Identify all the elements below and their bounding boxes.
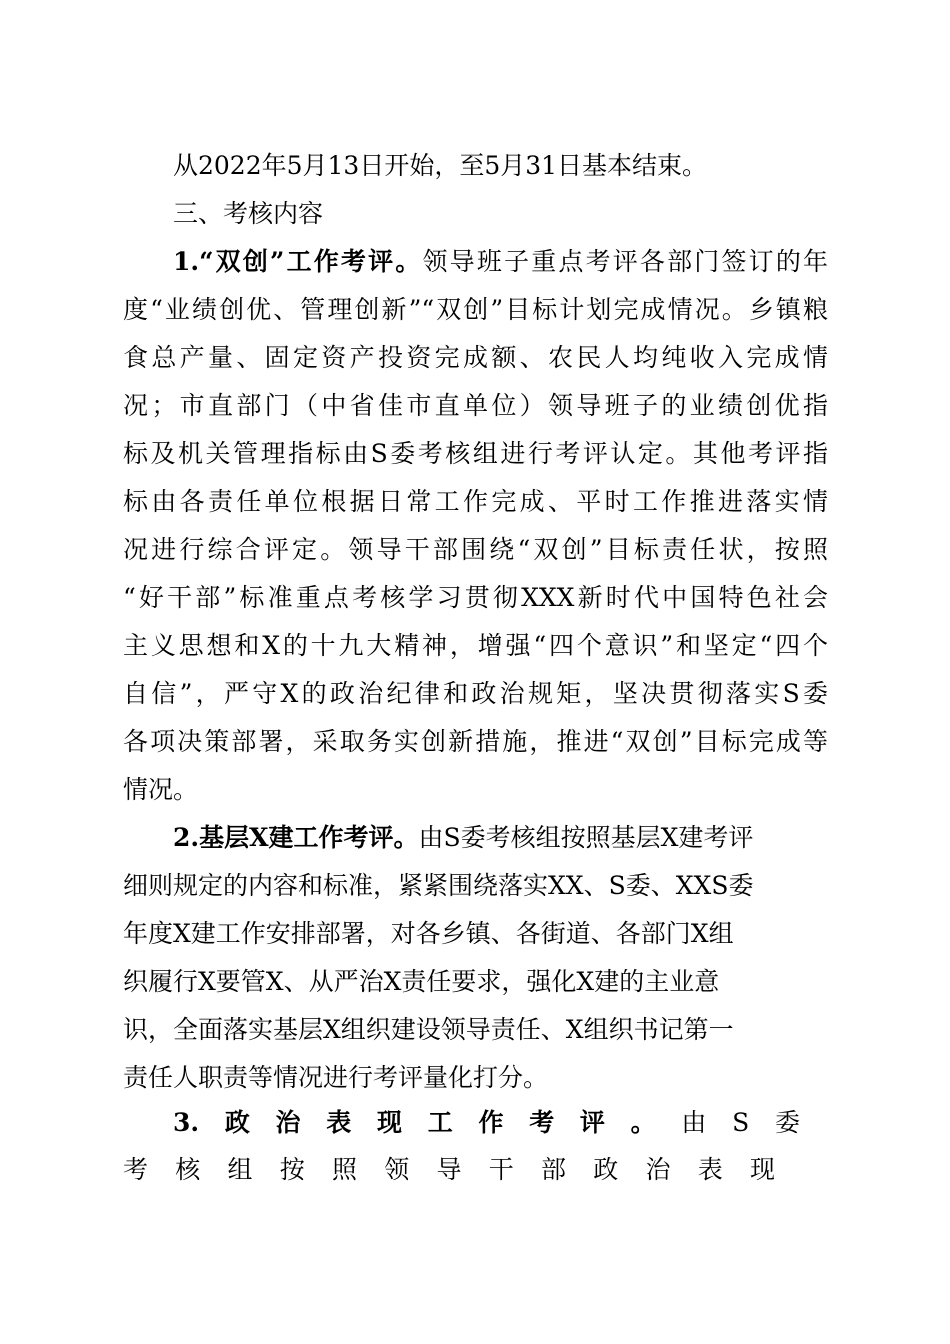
item2-title: 2.基层X建工作考评。	[173, 823, 419, 852]
item1-text: 领导班子重点考评各部门签订的年	[422, 247, 828, 276]
item1-line-last: 情况。	[123, 775, 199, 804]
item1-line: 度“业绩创优、管理创新”“双创”目标计划完成情况。乡镇粮	[123, 295, 828, 324]
item2-first-line	[123, 821, 803, 855]
item1-title: 1.“双创”工作考评。	[173, 247, 423, 276]
item3-first-line	[173, 1106, 800, 1140]
item2-line: 细则规定的内容和标准，紧紧围绕落实XX、S委、XXS委	[123, 871, 754, 900]
intro-line: 从2022年5月13日开始，至5月31日基本结束。	[173, 151, 708, 180]
item1-line: 主义思想和X的十九大精神，增强“四个意识”和坚定“四个	[123, 631, 828, 660]
section-heading: 三、考核内容	[173, 199, 324, 228]
item2-line: 年度X建工作安排部署，对各乡镇、各街道、各部门X组	[123, 919, 734, 948]
item2-line: 织履行X要管X、从严治X责任要求，强化X建的主业意	[123, 967, 720, 996]
item3-title: 3.政治表现工作考评。	[173, 1108, 682, 1137]
item1-line: “好干部”标准重点考核学习贯彻XXX新时代中国特色社会	[123, 583, 828, 612]
item1-line: 各项决策部署，采取务实创新措施，推进“双创”目标完成等	[123, 727, 828, 756]
item1-line: 标及机关管理指标由S委考核组进行考评认定。其他考评指	[123, 439, 828, 468]
item1-line: 标由各责任单位根据日常工作完成、平时工作推进落实情	[123, 487, 828, 516]
item1-line: 况进行综合评定。领导干部围绕“双创”目标责任状，按照	[123, 535, 828, 564]
item2-line: 识，全面落实基层X组织建设领导责任、X组织书记第一	[123, 1015, 734, 1044]
item2-text: 由S委考核组按照基层X建考评	[418, 823, 754, 852]
item1-line: 况；市直部门（中省佳市直单位）领导班子的业绩创优指	[123, 391, 828, 420]
item2-line: 责任人职责等情况进行考评量化打分。	[123, 1063, 549, 1092]
item3-text: 由S委	[681, 1108, 800, 1137]
item1-line: 自信”，严守X的政治纪律和政治规矩，坚决贯彻落实S委	[123, 679, 828, 708]
item1-line: 食总产量、固定资产投资完成额、农民人均纯收入完成情	[123, 343, 828, 372]
item1-first-line	[123, 245, 828, 279]
item3-line: 考核组按照领导干部政治表现	[123, 1155, 775, 1184]
